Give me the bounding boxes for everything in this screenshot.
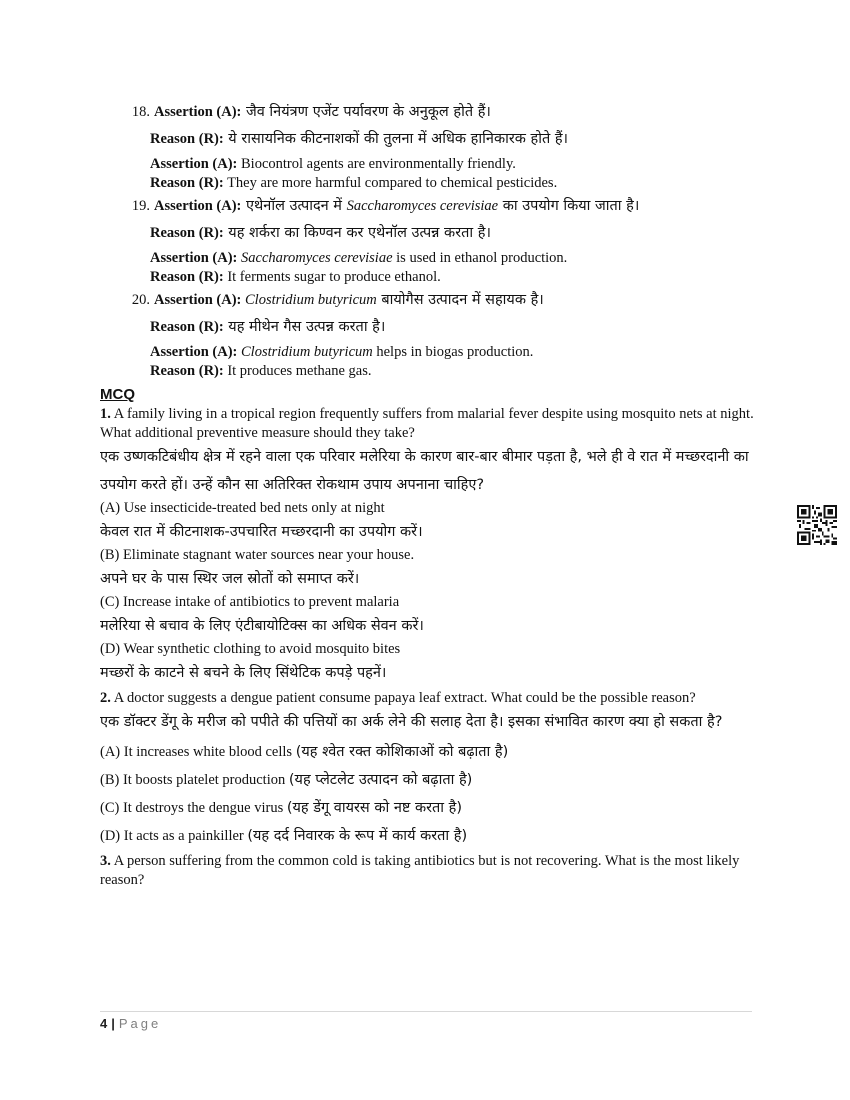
mcq-heading: MCQ [100,386,135,403]
mcq-question-2 [100,689,755,850]
question-text-english: A family living in a tropical region frequently suffers from malarial fever despite using mosquito nets at night. What additional preventive measure should they take? [100,406,754,441]
option-d-hindi: (यह दर्द निवारक के रूप में कार्य करता है) [247,828,468,844]
assertion-item-20 [100,291,755,381]
reason-label: Reason (R): [150,131,224,147]
assertion-item-18 [100,103,755,193]
hindi-assertion-post: बायोगैस उत्पादन में सहायक है। [376,292,544,308]
page-number: 4 [100,1016,108,1031]
assertion-label: Assertion (A): [150,344,238,360]
option-b-english: (B) It boosts platelet production [100,772,289,788]
question-text-hindi: एक उष्णकटिबंधीय क्षेत्र में रहने वाला एक परिवार मलेरिया के कारण बार-बार बीमार पड़ता है, भले ही वे रात में मच्छरदानी का उपयोग करते हों। उन्हें कौन सा अतिरिक्त रोकथाम उपाय अपनाना चाहिए? [100,449,749,493]
question-number: 2. [100,690,111,706]
english-reason: It ferments sugar to produce ethanol. [223,269,441,285]
item-number: 18. [131,104,150,120]
hindi-assertion-post: का उपयोग किया जाता है। [498,198,640,214]
page-footer [100,1016,161,1031]
mcq-question-3 [100,852,755,890]
assertion-item-19 [100,197,755,287]
option-c-english: (C) Increase intake of antibiotics to prevent malaria [100,594,400,610]
hindi-assertion: जैव नियंत्रण एजेंट पर्यावरण के अनुकूल होते हैं। [241,104,491,120]
qr-code-icon [797,505,837,545]
option-a-english: (A) It increases white blood cells [100,744,296,760]
english-assertion: Biocontrol agents are environmentally friendly. [237,156,516,172]
option-c-english: (C) It destroys the dengue virus [100,800,287,816]
hindi-reason: यह मीथेन गैस उत्पन्न करता है। [223,319,386,335]
option-b-hindi: (यह प्लेटलेट उत्पादन को बढ़ाता है) [288,772,473,788]
option-a [100,738,755,766]
species-name: Clostridium butyricum [241,292,377,308]
question-number: 1. [100,406,111,422]
assertion-label: Assertion (A): [154,104,242,120]
item-number: 19. [131,198,150,214]
option-b [100,766,755,794]
english-assertion: helps in biogas production. [372,344,534,360]
english-reason: They are more harmful compared to chemical pesticides. [223,175,558,191]
species-name: Saccharomyces cerevisiae [237,250,393,266]
question-text-english: A person suffering from the common cold is taking antibiotics but is not recovering. What is the most likely reason? [100,853,740,888]
option-a-hindi: केवल रात में कीटनाशक-उपचारित मच्छरदानी का उपयोग करें। [100,524,423,540]
reason-label: Reason (R): [150,175,224,191]
species-name: Saccharomyces cerevisiae [346,198,499,214]
assertion-label: Assertion (A): [154,292,242,308]
reason-label: Reason (R): [150,225,224,241]
english-reason: It produces methane gas. [223,363,372,379]
question-text-english: A doctor suggests a dengue patient consume papaya leaf extract. What could be the possible reason? [110,690,696,706]
question-number: 3. [100,853,111,869]
option-d-english: (D) Wear synthetic clothing to avoid mosquito bites [100,641,401,657]
footer-rule [100,1011,752,1012]
item-number: 20. [131,292,150,308]
page-content [100,103,755,890]
option-a-hindi: (यह श्वेत रक्त कोशिकाओं को बढ़ाता है) [295,744,509,760]
assertion-label: Assertion (A): [150,156,238,172]
english-assertion: is used in ethanol production. [392,250,568,266]
footer-separator: | [111,1016,115,1031]
option-d-english: (D) It acts as a painkiller [100,828,248,844]
mcq-question-1 [100,405,755,687]
hindi-assertion-pre: एथेनॉल उत्पादन में [241,198,347,214]
reason-label: Reason (R): [150,319,224,335]
option-c-hindi: मलेरिया से बचाव के लिए एंटीबायोटिक्स का अधिक सेवन करें। [100,618,424,634]
assertion-label: Assertion (A): [150,250,238,266]
option-b-hindi: अपने घर के पास स्थिर जल स्रोतों को समाप्त करें। [100,571,360,587]
species-name: Clostridium butyricum [237,344,373,360]
option-c-hindi: (यह डेंगू वायरस को नष्ट करता है) [286,800,463,816]
hindi-reason: ये रासायनिक कीटनाशकों की तुलना में अधिक हानिकारक होते हैं। [223,131,569,147]
reason-label: Reason (R): [150,363,224,379]
option-d [100,822,755,850]
option-b-english: (B) Eliminate stagnant water sources near your house. [100,547,415,563]
question-text-hindi: एक डॉक्टर डेंगू के मरीज को पपीते की पत्तियों का अर्क लेने की सलाह देता है। इसका संभावित कारण क्या हो सकता है? [100,714,723,730]
hindi-reason: यह शर्करा का किण्वन कर एथेनॉल उत्पन्न करता है। [223,225,491,241]
reason-label: Reason (R): [150,269,224,285]
option-a-english: (A) Use insecticide-treated bed nets only at night [100,500,385,516]
option-c [100,794,755,822]
option-d-hindi: मच्छरों के काटने से बचने के लिए सिंथेटिक कपड़े पहनें। [100,665,387,681]
page-label: Page [118,1016,162,1031]
assertion-label: Assertion (A): [154,198,242,214]
